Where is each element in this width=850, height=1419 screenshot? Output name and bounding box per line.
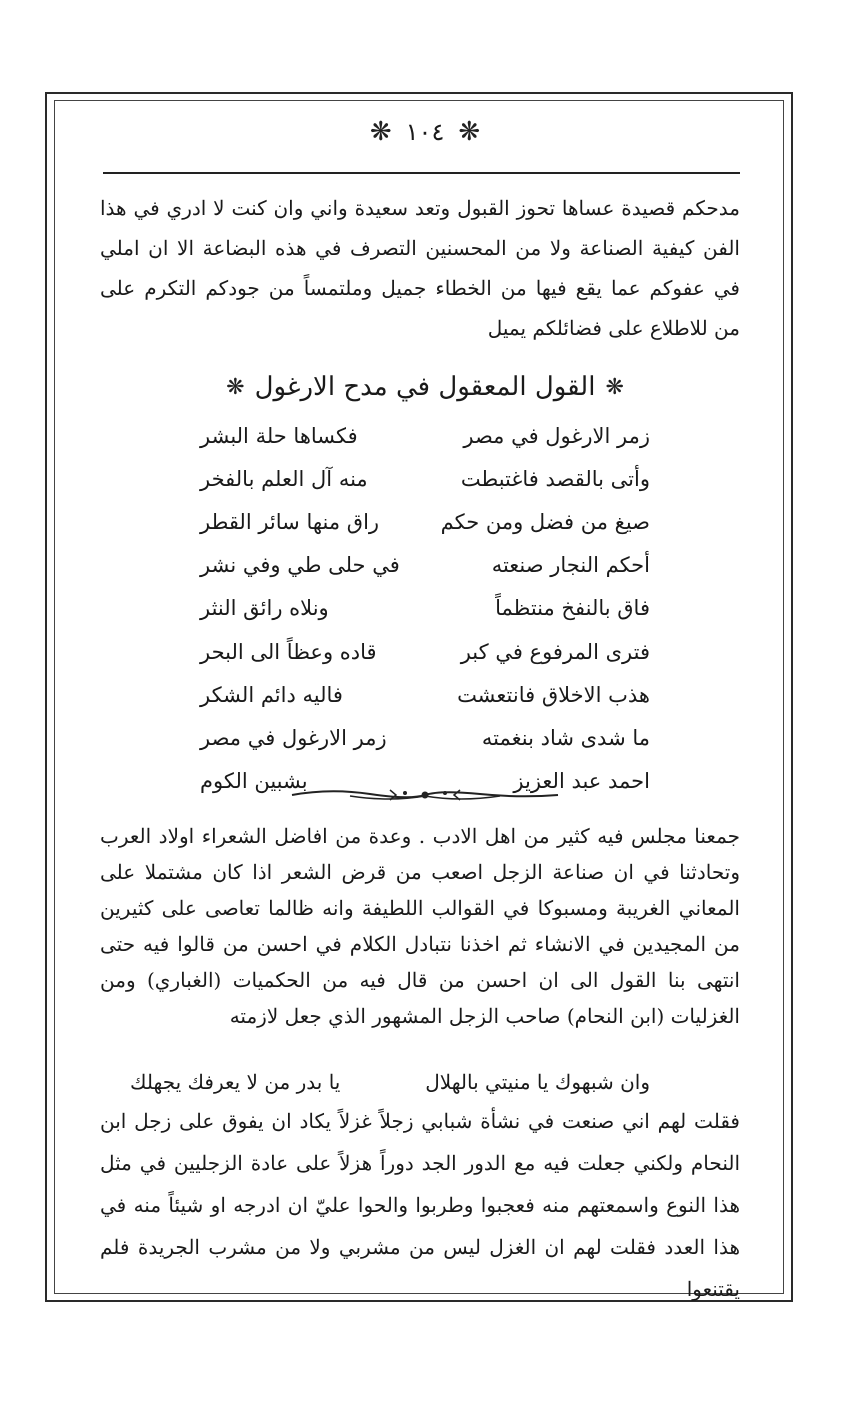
verse-first-hemistich: أحكم النجار صنعته xyxy=(491,553,650,578)
poem-title: القول المعقول في مدح الارغول xyxy=(254,372,596,402)
poem-verse xyxy=(200,673,650,716)
ornament-star-icon: ❋ xyxy=(458,117,481,147)
ornament-star-icon: ❋ xyxy=(605,374,624,400)
quoted-couplet xyxy=(130,1064,650,1100)
verse-first-hemistich: وأتى بالقصد فاغتبطت xyxy=(460,466,650,491)
header-rule xyxy=(103,172,740,174)
verse-second-hemistich: فاليه دائم الشكر xyxy=(200,682,343,707)
ornament-star-icon: ❋ xyxy=(369,117,392,147)
page-number: ١٠٤ xyxy=(405,118,445,146)
verse-first-hemistich: زمر الارغول في مصر xyxy=(463,423,650,448)
poem-verse xyxy=(200,414,650,457)
poem-verse xyxy=(200,544,650,587)
couplet-second-hemistich: يا بدر من لا يعرفك يجهلك xyxy=(130,1070,341,1094)
page-header xyxy=(0,112,850,152)
poem-verse xyxy=(200,630,650,673)
poem-verse xyxy=(200,457,650,500)
verse-first-hemistich: فاق بالنفخ منتظماً xyxy=(495,596,650,621)
verse-second-hemistich: فكساها حلة البشر xyxy=(200,423,358,448)
poem-verse xyxy=(200,716,650,759)
verse-second-hemistich: في حلى طي وفي نشر xyxy=(200,553,400,578)
poem-title-line xyxy=(0,362,850,412)
poem xyxy=(200,414,650,803)
intro-paragraph: مدحكم قصيدة عساها تحوز القبول وتعد سعيدة واني وان كنت لا ادري في هذا الفن كيفية الصناعة ولا من المحسنين التصرف في هذه البضاعة الا ان املي في عفوكم عما يقع فيها من الخطاء جميل وملتمساً من جودكم التكرم على من للاطلاع على فضائلكم يميل xyxy=(100,196,740,340)
verse-second-hemistich: ونلاه رائق النثر xyxy=(200,596,329,621)
poem-place: بشبين الكوم xyxy=(200,769,308,794)
verse-second-hemistich: راق منها سائر القطر xyxy=(200,509,380,534)
verse-first-hemistich: هذب الاخلاق فانتعشت xyxy=(457,682,650,707)
verse-first-hemistich: فترى المرفوع في كبر xyxy=(460,639,650,664)
verse-second-hemistich: زمر الارغول في مصر xyxy=(200,725,387,750)
verse-first-hemistich: صيغ من فضل ومن حكم xyxy=(440,509,650,534)
verse-second-hemistich: منه آل العلم بالفخر xyxy=(200,466,368,491)
closing-paragraph: فقلت لهم اني صنعت في نشأة شبابي زجلاً غزلاً يكاد ان يفوق على زجل ابن النحام ولكني جعلت فيه مع الدور الجد دوراً هزلاً على عادة الزجليين في مثل هذا النوع واسمعتهم منه فعجبوا وطربوا والحوا عليّ ان ادرجه او شيئاً منه في هذا العدد فقلت لهم ان الغزل ليس من مشربي ولا من مشرب الجريدة فلم يقتنعوا xyxy=(100,1109,740,1301)
verse-first-hemistich: ما شدى شاد بنغمته xyxy=(481,725,650,750)
ornamental-divider-icon xyxy=(290,784,560,806)
poem-verse xyxy=(200,587,650,630)
ornament-star-icon: ❋ xyxy=(226,374,245,400)
poem-author: احمد عبد العزيز xyxy=(513,769,650,794)
main-paragraph: جمعنا مجلس فيه كثير من اهل الادب . وعدة من افاضل الشعراء اولاد العرب وتحادثنا في ان صناعة الزجل اصعب من قرض الشعر اذا كان مشتملا على المعاني الغريبة ومسبوكا في القوالب اللطيفة وانه ظالما تعاصى على كثيرين من المجيدين في الانشاء ثم اخذنا نتبادل الكلام في احسن من قالوا فيه حتى انتهى بنا القول الى ان احسن من قال فيه من الحكميات (الغباري) ومن الغزليات (ابن النحام) صاحب الزجل المشهور الذي جعل لازمته xyxy=(100,824,740,1028)
poem-verse xyxy=(200,500,650,543)
verse-second-hemistich: قاده وعظاً الى البحر xyxy=(200,639,377,664)
couplet-first-hemistich: وان شبهوك يا منيتي بالهلال xyxy=(425,1070,650,1094)
